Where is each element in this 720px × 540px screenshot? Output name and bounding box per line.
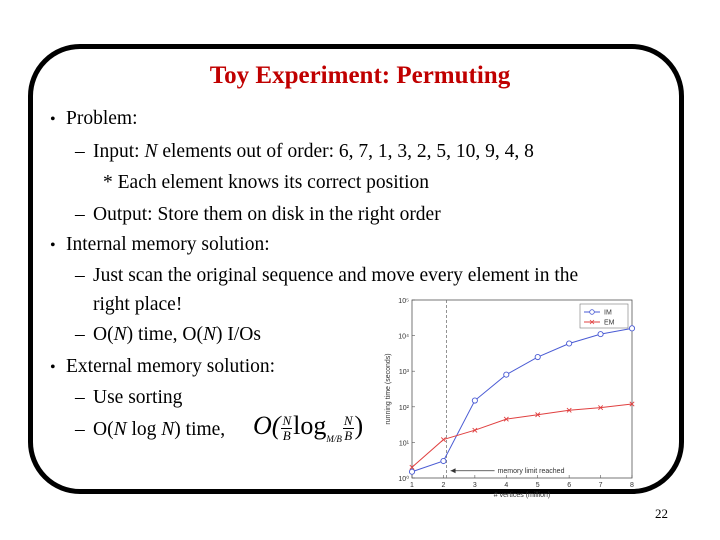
input-n: N (144, 141, 158, 162)
formula-log: log (293, 411, 327, 440)
sort-n2: N (161, 419, 175, 440)
formula-frac2 (343, 414, 354, 443)
on-suffix: ) I/Os (215, 324, 261, 345)
page-number: 22 (655, 506, 668, 521)
frac2-num: N (343, 412, 353, 428)
bullet-internal-text: Internal memory solution: (66, 234, 270, 255)
formula-frac1 (281, 414, 292, 443)
sub-output (75, 204, 441, 226)
sort-prefix: O( (93, 419, 114, 440)
on-n2: N (202, 324, 216, 345)
frac1-den: B (282, 427, 291, 443)
legend-label-im: IM (604, 309, 612, 317)
sub-input-note: * Each element knows its correct position (103, 172, 429, 193)
bullet-external-text: External memory solution: (66, 356, 276, 377)
use-sorting-text: Use sorting (93, 387, 183, 408)
input-prefix: Input: (93, 141, 145, 162)
x-tick-label: 8 (630, 482, 634, 489)
data-point-im (567, 341, 572, 346)
formula-close: ) (354, 411, 364, 440)
y-axis-label: running time (seconds) (385, 353, 392, 425)
sort-complexity-formula (253, 411, 363, 444)
x-tick-label: 5 (535, 482, 540, 489)
sub-scan-cont: right place! (93, 294, 183, 315)
x-tick-label: 6 (567, 482, 572, 489)
sort-mid: log (126, 419, 162, 440)
legend-label-em: EM (604, 319, 615, 327)
data-point-im (504, 372, 509, 377)
dash: – (75, 204, 85, 225)
scan-line1: Just scan the original sequence and move every element in the (93, 265, 579, 286)
y-tick-label: 10⁴ (398, 333, 409, 341)
x-tick-label: 2 (441, 482, 446, 489)
data-point-im (535, 354, 540, 359)
dash: – (75, 265, 85, 286)
bullet-dot: • (50, 237, 56, 254)
x-tick-label: 1 (410, 482, 414, 489)
sub-sort-time (75, 419, 225, 441)
bullet-internal (50, 234, 270, 256)
y-tick-label: 10³ (398, 369, 409, 377)
annotation-label: memory limit reached (497, 468, 565, 476)
y-tick-label: 10¹ (398, 440, 409, 448)
sub-scan (75, 265, 578, 287)
y-tick-label: 10⁵ (398, 298, 409, 305)
data-point-im (629, 326, 634, 331)
data-point-im (409, 469, 414, 474)
frac2-den: B (344, 427, 353, 443)
legend-marker-im (590, 310, 595, 315)
dash: – (75, 324, 85, 345)
on-mid: ) time, O( (126, 324, 203, 345)
dash: – (75, 419, 85, 440)
data-point-im (441, 458, 446, 463)
formula-open: O( (253, 411, 281, 440)
x-axis-label: # vertices (million) (493, 492, 551, 499)
x-tick-label: 3 (472, 482, 477, 489)
data-point-im (472, 398, 477, 403)
dash: – (75, 141, 85, 162)
sort-n: N (113, 419, 127, 440)
sub-on (75, 324, 261, 346)
bullet-dot: • (50, 111, 56, 128)
formula-log-sub: M/B (326, 434, 342, 444)
bullet-dot: • (50, 359, 56, 376)
bullet-external (50, 356, 275, 378)
y-tick-label: 10² (398, 404, 409, 412)
data-point-im (598, 332, 603, 337)
slide-title: Toy Experiment: Permuting (209, 62, 511, 89)
y-tick-label: 10⁰ (398, 476, 409, 483)
sub-sorting (75, 387, 182, 409)
running-time-chart (380, 290, 642, 500)
bullet-problem (50, 108, 138, 130)
frac1-num: N (282, 412, 292, 428)
x-tick-label: 7 (598, 482, 603, 489)
on-prefix: O( (93, 324, 114, 345)
on-n1: N (113, 324, 127, 345)
bullet-problem-text: Problem: (66, 108, 138, 129)
sub-input (75, 141, 534, 163)
input-suffix: elements out of order: 6, 7, 1, 3, 2, 5, 10, 9, 4, 8 (157, 141, 534, 162)
dash: – (75, 387, 85, 408)
output-text: Output: Store them on disk in the right order (93, 204, 441, 225)
x-tick-label: 4 (504, 482, 509, 489)
sort-suffix: ) time, (174, 419, 226, 440)
